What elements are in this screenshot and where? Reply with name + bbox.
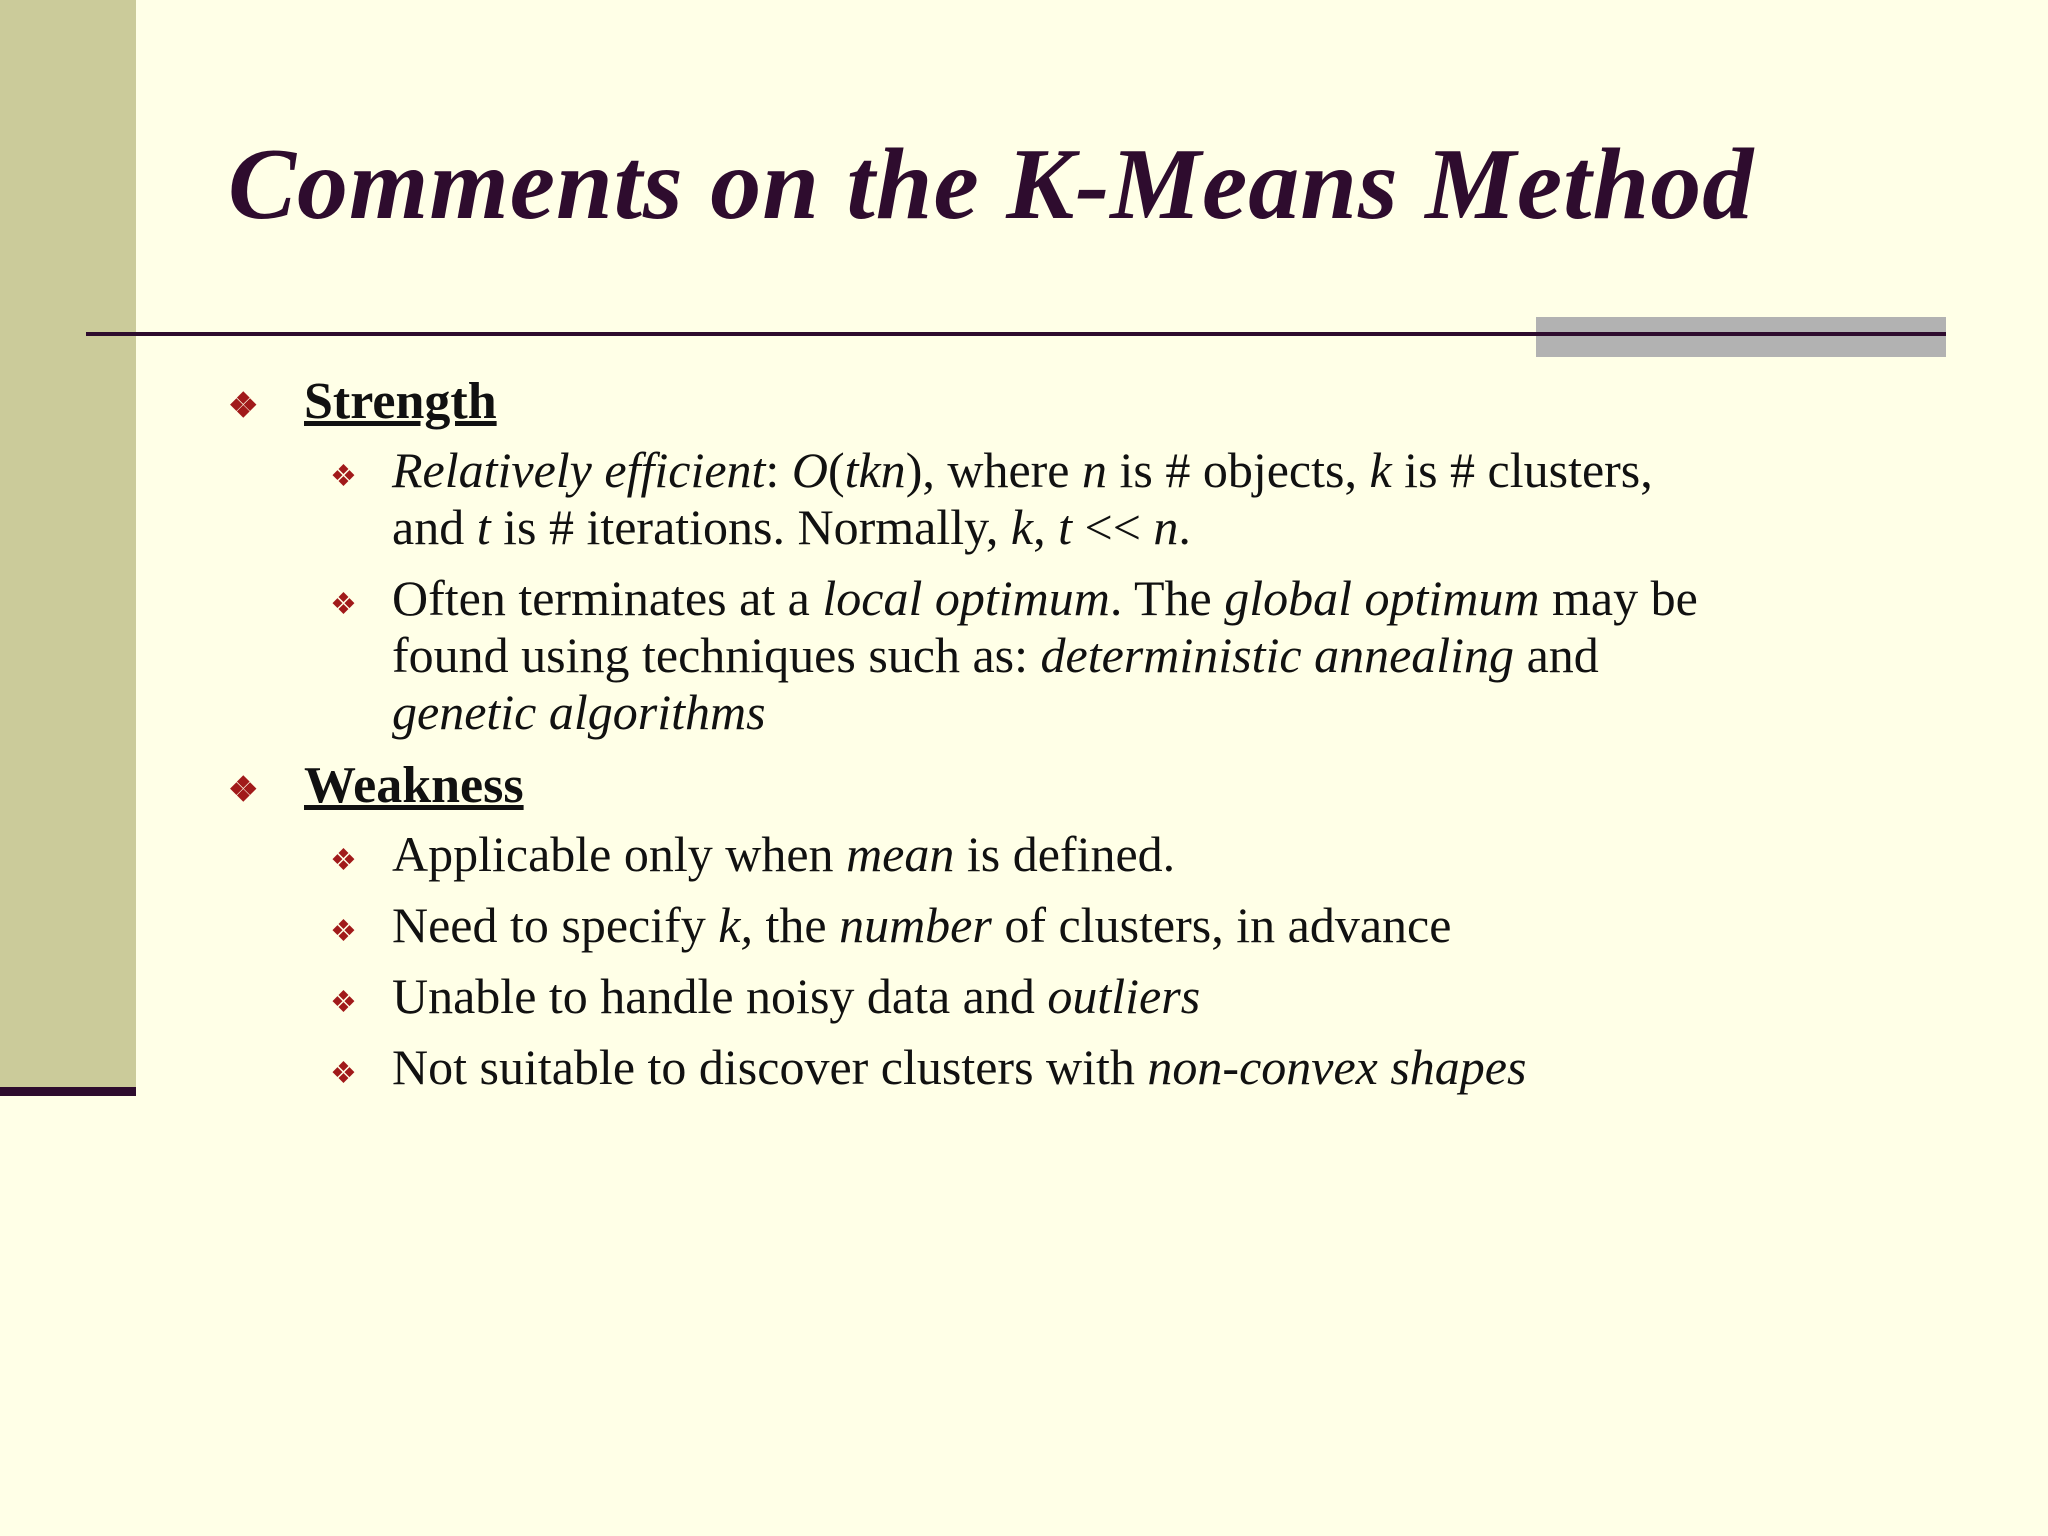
strength-item-2-line-2 [392, 627, 1952, 684]
text-run: Need to specify [392, 897, 719, 953]
text-run: of clusters, in advance [991, 897, 1452, 953]
text-run: may be [1539, 570, 1698, 626]
text-run: is # iterations. Normally, [490, 499, 1011, 555]
diamond-bullet-icon: ❖ [330, 986, 357, 1019]
text-run: local optimum [822, 570, 1110, 626]
text-run: n [1153, 499, 1179, 555]
text-run: << [1072, 499, 1154, 555]
text-run: . [1178, 499, 1191, 555]
text-run: number [839, 897, 992, 953]
diamond-bullet-icon: ❖ [330, 460, 357, 493]
strength-item-2-line-1 [392, 570, 1952, 627]
weakness-item-2-text [392, 897, 1952, 954]
section-weakness [228, 756, 524, 815]
weakness-heading: Weakness [304, 757, 524, 814]
text-run: k, [718, 897, 753, 953]
text-run: Relatively efficient [392, 442, 766, 498]
text-run: O [791, 442, 828, 498]
text-run: Not suitable to discover clusters with [392, 1039, 1148, 1095]
diamond-bullet-icon: ❖ [228, 772, 259, 809]
text-run: k [1010, 499, 1034, 555]
text-run: non-convex shapes [1147, 1039, 1527, 1095]
text-run: is defined. [954, 826, 1176, 882]
text-run: t [1058, 499, 1073, 555]
text-run: outliers [1047, 968, 1201, 1024]
weakness-item-1-text [392, 826, 1952, 883]
text-run: mean [846, 826, 955, 882]
weakness-item-3-text [392, 968, 1952, 1025]
text-run: is # objects, [1106, 442, 1370, 498]
section-strength [228, 372, 497, 431]
text-run: k [1369, 442, 1392, 498]
text-run: t [476, 499, 491, 555]
diamond-bullet-icon: ❖ [228, 388, 259, 425]
diamond-bullet-icon: ❖ [330, 844, 357, 877]
text-run: found using techniques such as: [392, 627, 1041, 683]
text-run: genetic algorithms [392, 684, 766, 740]
diamond-bullet-icon: ❖ [330, 588, 357, 621]
text-run: the [752, 897, 840, 953]
text-run: Unable to handle noisy data and [392, 968, 1048, 1024]
text-run: deterministic annealing [1040, 627, 1515, 683]
text-run: Often terminates at a [392, 570, 823, 626]
text-run: n [1081, 442, 1107, 498]
text-run: ( [827, 442, 845, 498]
text-run: ), where [905, 442, 1082, 498]
text-run: . The [1109, 570, 1225, 626]
text-run: , [1033, 499, 1059, 555]
text-run: and [1514, 627, 1599, 683]
text-run: Applicable only when [392, 826, 847, 882]
text-run: and [392, 499, 477, 555]
text-run: : [765, 442, 792, 498]
text-run: tkn [844, 442, 906, 498]
strength-item-1-line-1 [392, 442, 1952, 499]
text-run: is # clusters, [1391, 442, 1653, 498]
diamond-bullet-icon: ❖ [330, 915, 357, 948]
diamond-bullet-icon: ❖ [330, 1057, 357, 1090]
strength-heading: Strength [304, 373, 497, 430]
text-run: global optimum [1224, 570, 1540, 626]
strength-item-1-line-2 [392, 499, 1952, 556]
weakness-item-4-text [392, 1039, 1952, 1096]
slide-title: Comments on the K-Means Method [228, 128, 1755, 241]
strength-item-2-line-3 [392, 684, 1952, 741]
